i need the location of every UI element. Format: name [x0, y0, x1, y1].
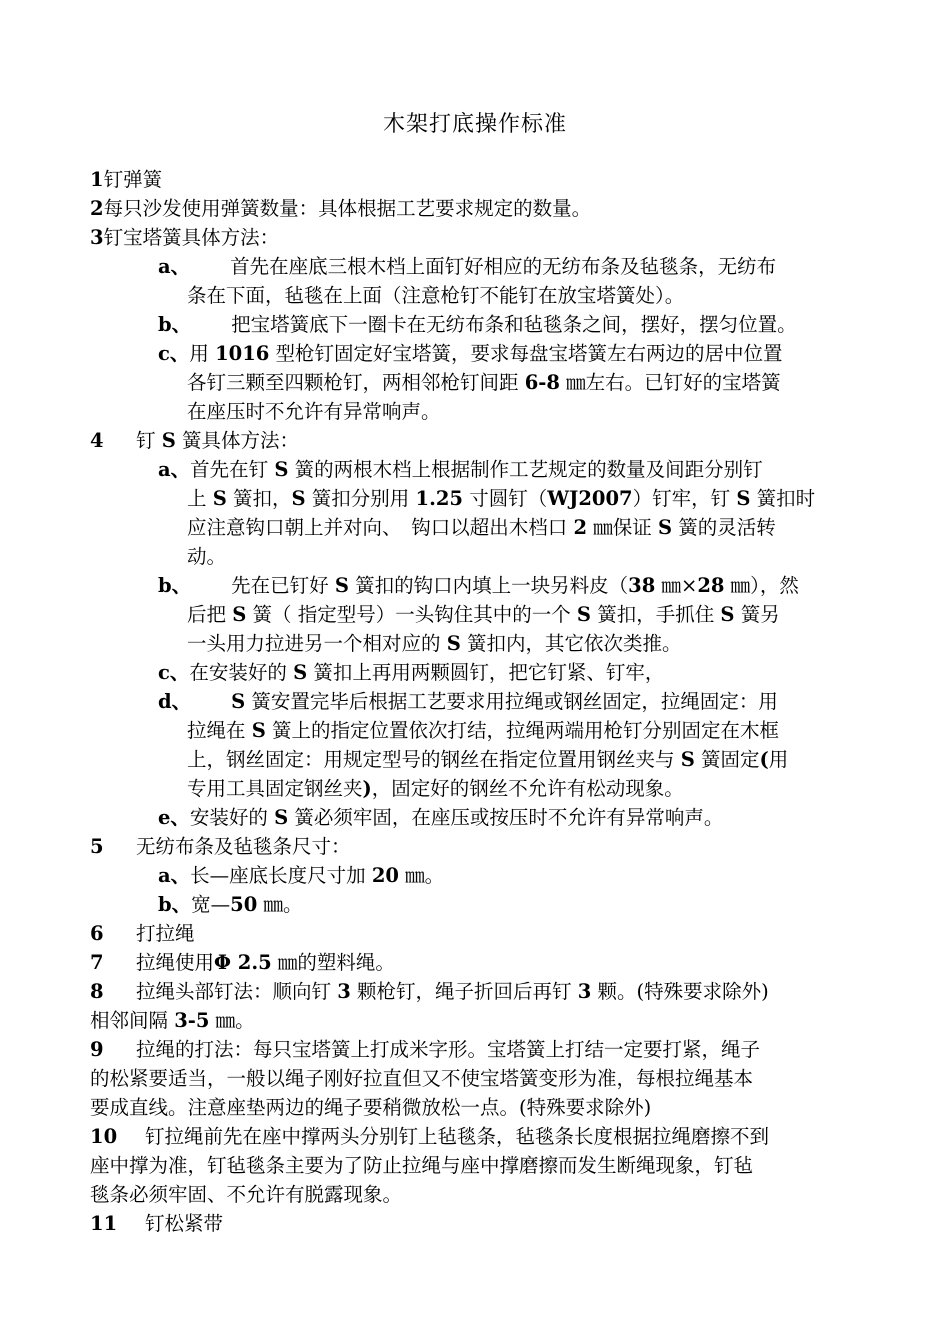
section-number: 8 — [90, 980, 104, 1003]
item-label: d、 — [158, 690, 192, 713]
item-4d-line3: 上，钢丝固定：用规定型号的钢丝在指定位置用钢丝夹与 S 簧固定(用 — [187, 748, 789, 771]
section-4: 4 钉 S 簧具体方法： — [90, 426, 860, 455]
item-4d-line1: d、 S 簧安置完毕后根据工艺要求用拉绳或钢丝固定，拉绳固定：用 — [158, 690, 778, 713]
section-number: 6 — [90, 922, 104, 945]
section-8-line1: 8 拉绳头部钉法：顺向钉 3 颗枪钉，绳子折回后再钉 3 颗。(特殊要求除外) — [90, 977, 860, 1006]
section-9-line3: 要成直线。注意座垫两边的绳子要稍微放松一点。(特殊要求除外) — [90, 1096, 652, 1119]
item-4b-line3: 一头用力拉进另一个相对应的 S 簧扣内，其它依次类推。 — [187, 632, 682, 655]
item-5b: b、宽—50 ㎜。 — [158, 893, 303, 916]
section-number: 1 — [90, 168, 104, 191]
item-4c: c、在安装好的 S 簧扣上再用两颗圆钉，把它钉紧、钉牢， — [158, 661, 665, 684]
item-4a-line3: 应注意钩口朝上并对向、 钩口以超出木档口 2 ㎜保证 S 簧的灵活转 — [187, 516, 776, 539]
item-label: b、 — [158, 574, 192, 597]
section-7: 7 拉绳使用Φ 2.5 ㎜的塑料绳。 — [90, 948, 860, 977]
section-9-line2: 的松紧要适当，一般以绳子刚好拉直但又不使宝塔簧变形为准，每根拉绳基本 — [90, 1067, 754, 1090]
section-8-line2: 相邻间隔 3-5 ㎜。 — [90, 1009, 255, 1032]
section-11: 11 钉松紧带 — [90, 1209, 860, 1238]
item-5a: a、长—座底长度尺寸加 20 ㎜。 — [158, 864, 445, 887]
section-number: 5 — [90, 835, 104, 858]
item-3b: b、 把宝塔簧底下一圈卡在无纺布条和毡毯条之间，摆好，摆匀位置。 — [158, 313, 797, 336]
section-2 — [90, 194, 860, 223]
item-label: a、 — [158, 255, 191, 278]
item-3c-line1: c、用 1016 型枪钉固定好宝塔簧，要求每盘宝塔簧左右两边的居中位置 — [158, 342, 783, 365]
section-text: 钉宝塔簧具体方法： — [103, 226, 280, 249]
section-10-line1: 10 钉拉绳前先在座中撑两头分别钉上毡毯条，毡毯条长度根据拉绳磨擦不到 — [90, 1122, 860, 1151]
item-label: e、 — [158, 806, 190, 829]
item-3a-line1: a、 首先在座底三根木档上面钉好相应的无纺布条及毡毯条，无纺布 — [158, 255, 777, 278]
section-number: 4 — [90, 429, 104, 452]
document-body — [90, 165, 860, 1238]
item-4e: e、安装好的 S 簧必须牢固，在座压或按压时不允许有异常响声。 — [158, 806, 724, 829]
item-4a-line2: 上 S 簧扣，S 簧扣分别用 1.25 寸圆钉（WJ2007）钉牢，钉 S 簧扣时 — [187, 487, 816, 510]
item-label: c、 — [158, 661, 190, 684]
section-number: 11 — [90, 1212, 118, 1235]
section-9-line1: 9 拉绳的打法：每只宝塔簧上打成米字形。宝塔簧上打结一定要打紧，绳子 — [90, 1035, 860, 1064]
item-4b-line2: 后把 S 簧（ 指定型号）一头钩住其中的一个 S 簧扣，手抓住 S 簧另 — [187, 603, 780, 626]
section-5: 5 无纺布条及毡毯条尺寸： — [90, 832, 860, 861]
section-number: 2 — [90, 197, 104, 220]
item-3c-line3: 在座压时不允许有异常响声。 — [187, 400, 441, 423]
item-4d-line4: 专用工具固定钢丝夹)，固定好的钢丝不允许有松动现象。 — [187, 777, 684, 800]
item-3c-line2: 各钉三颗至四颗枪钉，两相邻枪钉间距 6-8 ㎜左右。已钉好的宝塔簧 — [187, 371, 781, 394]
section-6: 6 打拉绳 — [90, 919, 860, 948]
section-1 — [90, 165, 860, 194]
section-number: 7 — [90, 951, 104, 974]
section-number: 9 — [90, 1038, 104, 1061]
item-4d-line2: 拉绳在 S 簧上的指定位置依次打结，拉绳两端用枪钉分别固定在木框 — [187, 719, 779, 742]
item-3a-line2: 条在下面，毡毯在上面（注意枪钉不能钉在放宝塔簧处）。 — [187, 284, 685, 307]
section-number: 3 — [90, 226, 104, 249]
section-text: 钉弹簧 — [103, 168, 163, 191]
item-label: c、 — [158, 342, 190, 365]
section-number: 10 — [90, 1125, 118, 1148]
item-4a-line1: a、首先在钉 S 簧的两根木档上根据制作工艺规定的数量及间距分别钉 — [158, 458, 763, 481]
document-title: 木架打底操作标准 — [382, 112, 567, 137]
item-label: a、 — [158, 864, 191, 887]
item-4b-line1: b、 先在已钉好 S 簧扣的钩口内填上一块另料皮（38 ㎜×28 ㎜），然 — [158, 574, 799, 597]
section-text: 每只沙发使用弹簧数量：具体根据工艺要求规定的数量。 — [103, 197, 592, 220]
item-label: b、 — [158, 893, 192, 916]
item-label: a、 — [158, 458, 191, 481]
section-10-line2: 座中撑为准，钉毡毯条主要为了防止拉绳与座中撑磨擦而发生断绳现象，钉毡 — [90, 1154, 754, 1177]
section-10-line3: 毯条必须牢固、不允许有脱露现象。 — [90, 1183, 403, 1206]
section-3 — [90, 223, 860, 252]
item-label: b、 — [158, 313, 192, 336]
item-4a-line4: 动。 — [187, 545, 227, 568]
